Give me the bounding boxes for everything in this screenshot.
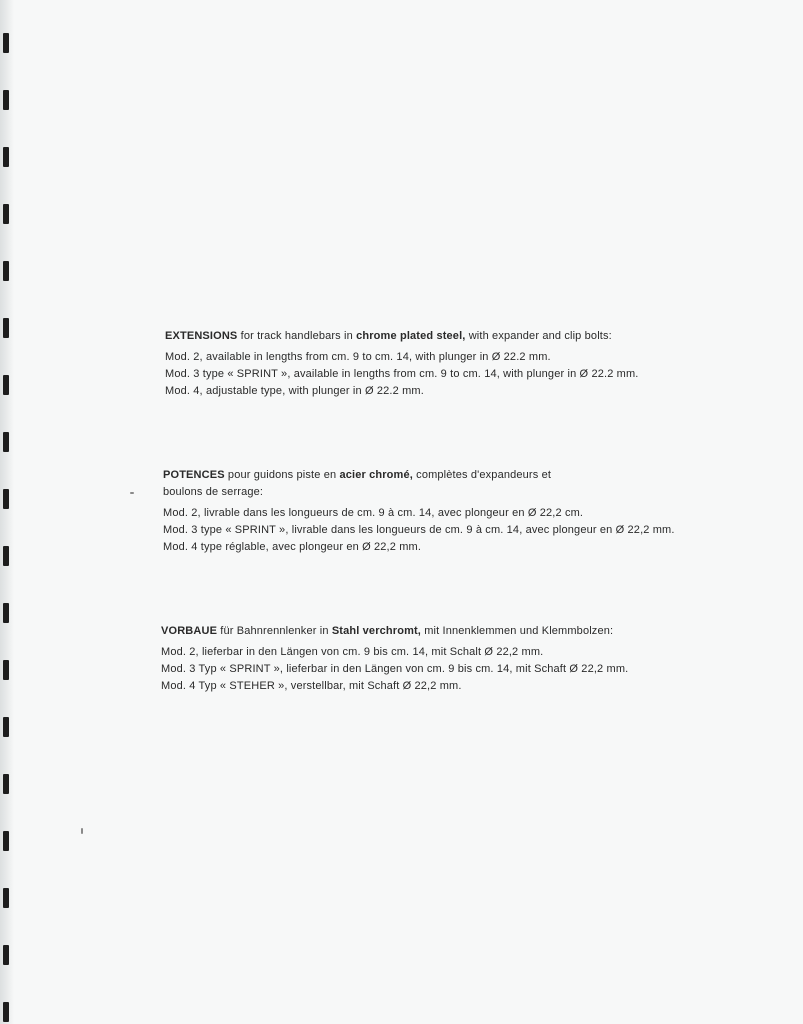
binding-hole <box>3 831 9 851</box>
heading-text: für Bahnrennlenker in <box>217 625 332 637</box>
heading-text: pour guidons piste en <box>224 469 340 481</box>
binding-hole <box>3 489 9 509</box>
binding-hole <box>3 432 9 452</box>
section-german <box>161 623 628 695</box>
model-line: Mod. 4, adjustable type, with plunger in Ø 22.2 mm. <box>165 385 424 397</box>
heading-text: complètes d'expandeurs et <box>412 469 552 481</box>
binding-edge <box>0 0 14 1024</box>
model-line: Mod. 4 Typ « STEHER », verstellbar, mit Schaft Ø 22,2 mm. <box>161 680 462 692</box>
binding-hole <box>3 774 9 794</box>
heading-continuation: boulons de serrage: <box>163 486 264 498</box>
heading-text: for track handlebars in <box>237 330 357 342</box>
heading-text: mit Innenklemmen und Klemmbolzen: <box>421 625 614 637</box>
section-heading <box>165 328 639 345</box>
binding-hole <box>3 888 9 908</box>
binding-hole <box>3 33 9 53</box>
binding-hole <box>3 204 9 224</box>
binding-hole <box>3 603 9 623</box>
binding-hole <box>3 147 9 167</box>
heading-emphasis: chrome plated steel, <box>356 330 466 342</box>
section-english <box>165 328 639 400</box>
heading-emphasis: Stahl verchromt, <box>331 625 422 637</box>
heading-lead: EXTENSIONS <box>165 330 238 342</box>
section-french <box>163 467 675 556</box>
binding-hole <box>3 90 9 110</box>
binding-hole <box>3 1002 9 1022</box>
binding-hole <box>3 375 9 395</box>
heading-lead: VORBAUE <box>161 625 218 637</box>
section-heading <box>163 467 675 484</box>
binding-hole <box>3 261 9 281</box>
heading-lead: POTENCES <box>163 469 225 481</box>
model-line: Mod. 2, lieferbar in den Längen von cm. 9 bis cm. 14, mit Schalt Ø 22,2 mm. <box>161 646 544 658</box>
binding-hole <box>3 717 9 737</box>
model-line: Mod. 2, available in lengths from cm. 9 to cm. 14, with plunger in Ø 22.2 mm. <box>165 351 551 363</box>
heading-emphasis: acier chromé, <box>339 469 413 481</box>
scan-speck <box>81 828 83 834</box>
section-heading <box>161 623 628 640</box>
model-line: Mod. 3 type « SPRINT », livrable dans les longueurs de cm. 9 à cm. 14, avec plongeur en Ø 22,2 mm. <box>163 524 675 536</box>
binding-hole <box>3 318 9 338</box>
model-line: Mod. 3 type « SPRINT », available in lengths from cm. 9 to cm. 14, with plunger in Ø 22.2 mm. <box>165 368 639 380</box>
model-line: Mod. 3 Typ « SPRINT », lieferbar in den Längen von cm. 9 bis cm. 14, mit Schaft Ø 22,2 mm. <box>161 663 629 675</box>
scan-speck <box>130 492 134 494</box>
model-line: Mod. 4 type réglable, avec plongeur en Ø 22,2 mm. <box>163 541 422 553</box>
binding-hole <box>3 546 9 566</box>
binding-hole <box>3 945 9 965</box>
binding-hole <box>3 660 9 680</box>
model-line: Mod. 2, livrable dans les longueurs de cm. 9 à cm. 14, avec plongeur en Ø 22,2 cm. <box>163 507 584 519</box>
heading-text: with expander and clip bolts: <box>465 330 612 342</box>
